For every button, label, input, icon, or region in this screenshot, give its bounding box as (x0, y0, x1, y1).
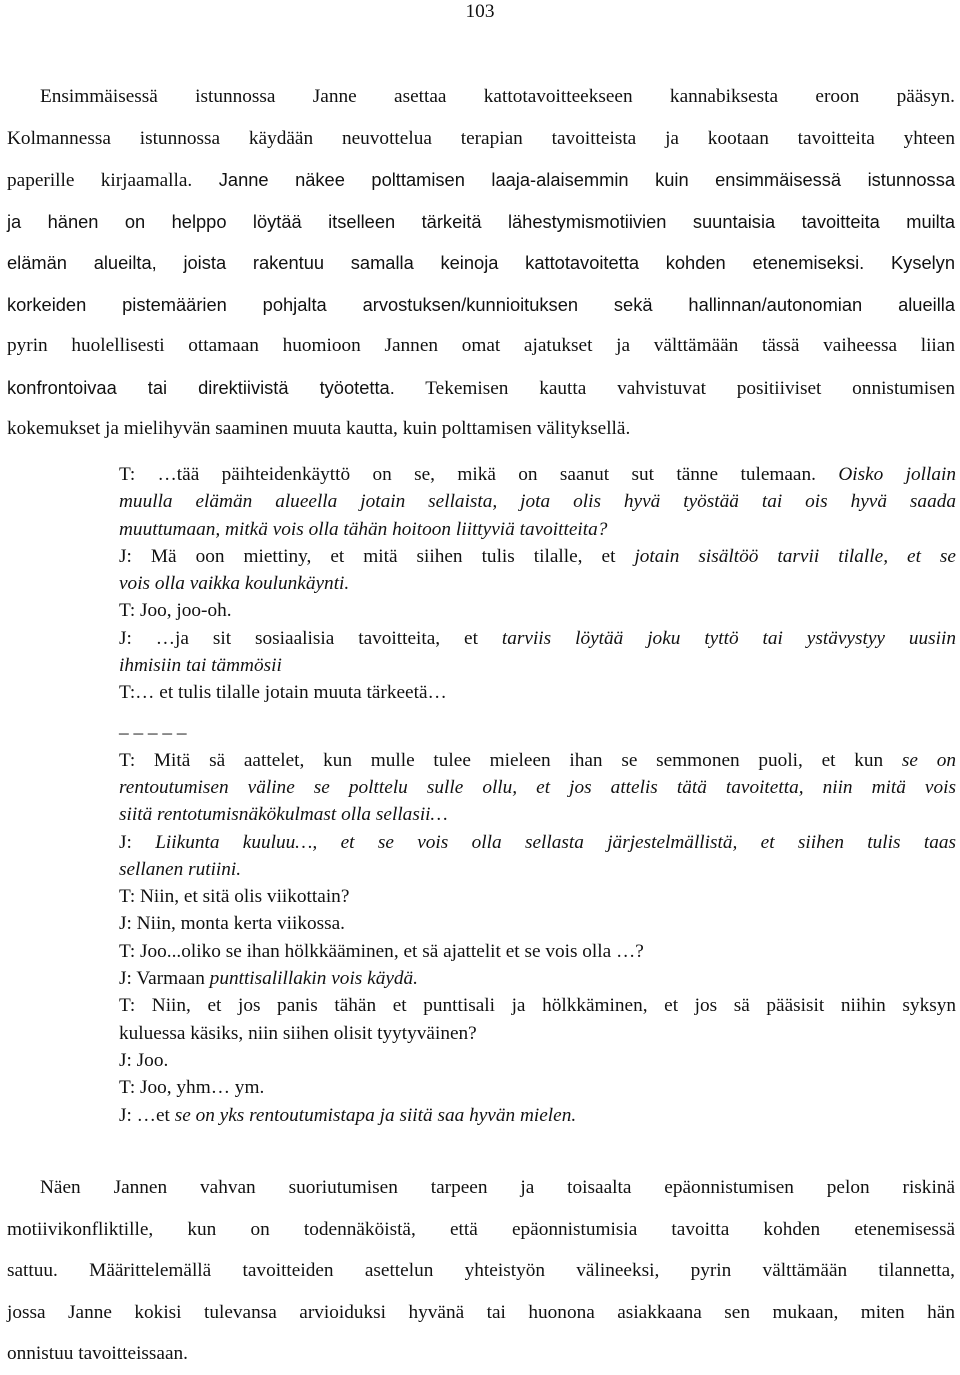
dialogue-line (119, 965, 956, 992)
dialogue-line (119, 801, 956, 828)
text-line: Kolmannessa istunnossa käydään neuvottelua terapian tavoitteista ja kootaan tavoitteita yhteen (7, 127, 955, 149)
dialogue-line: J: Joo. (119, 1049, 169, 1071)
dialogue-line: T:… et tulis tilalle jotain muuta tärkeetä… (119, 682, 447, 704)
dialogue-line (119, 829, 956, 856)
dialogue-italic: jotain sisältöö tarvii tilalle, et se (634, 545, 956, 567)
text-line (7, 242, 955, 284)
dialogue-line (119, 652, 956, 679)
dialogue-line (119, 461, 956, 488)
dialogue-text: J: Varmaan (119, 968, 210, 990)
paragraph-conclusion (7, 1167, 955, 1375)
dialogue-italic: vois olla vaikka koulunkäynti. (119, 573, 350, 595)
text-line: pyrin huolellisesti ottamaan huomioon Jannen omat ajatukset ja välttämään tässä vaiheessa liian (7, 335, 955, 356)
dialogue-line (119, 625, 956, 652)
dialogue-text: J: …et (119, 1104, 175, 1126)
text-span-sans: konfrontoivaa tai direktiivistä työotetta. (7, 376, 395, 398)
text-line: kokemukset ja mielihyvän saaminen muuta kautta, kuin polttamisen välityksellä. (7, 418, 631, 439)
dialogue-line (119, 570, 956, 597)
dialogue-italic: sellanen rutiini. (119, 858, 242, 880)
page-number: 103 (465, 1, 495, 22)
dialogue-italic: se on yks rentoutumistapa ja siitä saa hyvän mielen. (174, 1104, 577, 1126)
dialogue-line: T: Joo, yhm… ym. (119, 1077, 265, 1099)
text-span: paperille kirjaamalla. (7, 170, 193, 191)
dialogue-line (119, 543, 956, 570)
dialogue-text: T: …tää päihteidenkäyttö on se, mikä on saanut sut tänne tulemaan. (119, 464, 839, 485)
text-line: ja hänen on helppo löytää itselleen tärkeitä lähestymismotiivien suuntaisia tavoitteita muilta (7, 210, 955, 232)
text-span: Tekemisen kautta vahvistuvat positiiviset onnistumisen (394, 377, 955, 399)
dialogue-text: J: …ja sit sosiaalisia tavoitteita, et (119, 627, 502, 649)
dialogue-line: T: Joo...oliko se ihan hölkkääminen, et sä ajattelit et se vois olla …? (119, 940, 644, 962)
text-line: Ensimmäisessä istunnossa Janne asettaa kattotavoitteekseen kannabiksesta eroon pääsyn. (40, 86, 955, 107)
dialogue-line (119, 516, 956, 543)
dialogue-line (119, 856, 956, 883)
dialogue-line: J: Niin, monta kerta viikossa. (119, 913, 345, 935)
dialogue-text: J: Mä oon miettiny, et mitä siihen tulis tilalle, et (119, 545, 635, 567)
dialogue-italic: ihmisiin tai tämmösii (119, 655, 282, 677)
text-line (7, 159, 955, 201)
text-span-sans: elämän alueilta, joista rakentuu samalla keinoja kattotavoitetta kohden etenemiseksi. (7, 252, 865, 273)
paragraph-intro (7, 76, 955, 450)
text-line: korkeiden pistemäärien pohjalta arvostuksen/kunnioituksen sekä hallinnan/autonomian alueilla (7, 293, 955, 315)
text-line: sattuu. Määrittelemällä tavoitteiden asettelun yhteistyön välineeksi, pyrin välttämään tilannetta, (7, 1260, 955, 1281)
dialogue-text: J: (119, 831, 156, 853)
dialogue-italic: Liikunta kuuluu…, et se vois olla sellasta järjestelmällistä, et siihen tulis taas (155, 831, 956, 853)
dialogue-excerpt (119, 461, 956, 1129)
text-span-sans: Kyselyn (864, 252, 955, 273)
dialogue-italic: Oisko jollain (838, 464, 956, 485)
text-line: onnistuu tavoitteissaan. (7, 1343, 189, 1364)
dialogue-italic: muulla elämän alueella jotain sellaista, jota olis hyvä työstää tai ois hyvä saada (119, 491, 956, 513)
dialogue-line (119, 488, 956, 515)
section-separator: _ _ _ _ _ (119, 715, 187, 737)
text-line: Näen Jannen vahvan suoriutumisen tarpeen ja toisaalta epäonnistumisen pelon riskinä (40, 1177, 955, 1198)
text-span-sans: Janne näkee polttamisen laaja-alaisemmin kuin ensimmäisessä istunnossa (192, 169, 956, 190)
dialogue-line: T: Joo, joo-oh. (119, 600, 232, 622)
dialogue-italic: rentoutumisen väline se polttelu sulle ollu, et jos attelis tätä tavoitetta, niin mitä vois (119, 776, 956, 798)
dialogue-line: T: Niin, et sitä olis viikottain? (119, 886, 350, 908)
dialogue-line: T: Niin, et jos panis tähän et punttisali ja hölkkäminen, et jos sä pääsisit niihin syksyn (119, 995, 956, 1017)
dialogue-line (119, 1102, 956, 1129)
dialogue-italic: se on (901, 749, 957, 771)
dialogue-italic: siitä rentotumisnäkökulmast olla sellasii… (119, 804, 448, 826)
text-line: motiivikonfliktille, kun on todennäköistä, että epäonnistumisia tavoitta kohden etenemisessä (7, 1218, 955, 1240)
dialogue-italic: muuttumaan, mitkä vois olla tähän hoitoon liittyviä tavoitteita? (119, 518, 608, 540)
dialogue-line: kuluessa käsiks, niin siihen olisit tyytyväinen? (119, 1022, 477, 1044)
text-line: jossa Janne kokisi tulevansa arvioiduksi hyvänä tai huonona asiakkaana sen mukaan, miten hän (7, 1301, 955, 1323)
text-line (7, 367, 955, 409)
dialogue-italic: tarviis löytää joku tyttö tai ystävystyy uusiin (501, 627, 956, 649)
dialogue-line (119, 774, 956, 801)
dialogue-italic: punttisalillakin vois käydä. (209, 968, 418, 990)
dialogue-line (119, 747, 956, 774)
dialogue-text: T: Mitä sä aattelet, kun mulle tulee mieleen ihan se semmonen puoli, et kun (119, 749, 902, 771)
